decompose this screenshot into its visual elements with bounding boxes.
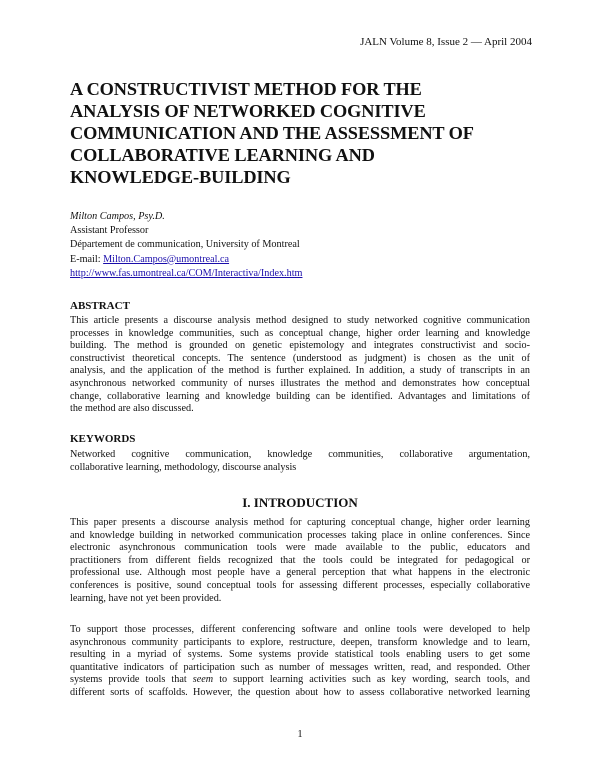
intro-line: conferences is positive, sound conceptual tools for assessing different processes, especially collaborative xyxy=(70,579,530,591)
author-block xyxy=(70,210,540,281)
title-line: ANALYSIS OF NETWORKED COGNITIVE xyxy=(70,101,426,121)
abstract-line: asynchronous networked community of nurses illustrates the method and demonstrates how conceptual xyxy=(70,377,530,389)
intro-line: different sorts of scaffolds. However, the question about how to assess collaborative networked learning xyxy=(70,686,530,698)
author-position: Assistant Professor xyxy=(70,225,149,237)
abstract-heading: ABSTRACT xyxy=(70,300,130,312)
intro-line: practitioners from different fields recognized that the tools could be integrated for pedagogical or xyxy=(70,554,530,566)
abstract-body xyxy=(70,315,530,416)
intro-line: quantitative indicators of participation such as number of messages written, read, and responded. Other xyxy=(70,661,530,673)
intro-line: professional use. Although most people have a general perception that what happens in the electronic xyxy=(70,567,530,579)
intro-paragraph-1 xyxy=(70,517,530,605)
keywords-heading: KEYWORDS xyxy=(70,433,136,445)
keywords-line: Networked cognitive communication, knowledge communities, collaborative argumentation, xyxy=(70,449,530,460)
abstract-line: constructivist theoretical concepts. The sentence (understood as judgment) is chosen as the unit of xyxy=(70,352,530,364)
intro-emphasis: seem xyxy=(192,674,214,686)
keywords-body xyxy=(70,449,530,474)
email-link[interactable]: Milton.Campos@umontreal.ca xyxy=(103,253,230,265)
title-line: COLLABORATIVE LEARNING AND xyxy=(70,145,375,165)
paper-title xyxy=(70,78,540,188)
author-email-line xyxy=(70,253,540,267)
intro-line: resulting in a myriad of systems. Some systems provide statistical tools enabling users to get some xyxy=(70,649,530,661)
intro-line: and knowledge building in networked communication processes taking place in online conferences. Since xyxy=(70,529,530,541)
intro-text: to support learning activities such as key wording, search tools, and xyxy=(213,674,530,686)
intro-line: This paper presents a discourse analysis method for capturing conceptual change, higher order learning xyxy=(70,517,530,528)
keywords-line: collaborative learning, methodology, discourse analysis xyxy=(70,461,297,473)
email-label: E-mail: xyxy=(70,253,104,265)
abstract-line: change, collaborative learning and knowledge building can be identified. Advantages and limitations of xyxy=(70,390,530,402)
abstract-line: the method are also discussed. xyxy=(70,403,194,415)
author-affiliation: Département de communication, University of Montreal xyxy=(70,239,300,251)
abstract-line: This article presents a discourse analysis method designed to study networked cognitive communication xyxy=(70,315,530,326)
title-line: KNOWLEDGE-BUILDING xyxy=(70,167,291,187)
intro-line: learning, have not yet been provided. xyxy=(70,592,222,604)
intro-line: asynchronous community participants to explore, restructure, deepen, transform knowledge and to learn, xyxy=(70,636,530,648)
intro-paragraph-2 xyxy=(70,624,530,700)
abstract-line: building. The method is grounded on genetic epistemology and integrates constructivist and socio- xyxy=(70,340,530,352)
intro-line: electronic asynchronous communication tools were made available to the public, educators and xyxy=(70,542,530,554)
intro-line: To support those processes, different conferencing software and online tools were developed to help xyxy=(70,624,530,635)
author-name: Milton Campos, Psy.D. xyxy=(70,211,165,222)
intro-text: systems provide tools that xyxy=(70,674,193,686)
title-line: COMMUNICATION AND THE ASSESSMENT OF xyxy=(70,123,474,143)
abstract-line: processes in knowledge communities, such as conceptual change, higher order learning and knowledge xyxy=(70,327,530,339)
running-header: JALN Volume 8, Issue 2 — April 2004 xyxy=(360,36,532,48)
abstract-line: analysis, and the application of the method is further explained. In addition, a study of transcripts in an xyxy=(70,365,530,377)
homepage-link[interactable]: http://www.fas.umontreal.ca/COM/Interactiva/Index.htm xyxy=(70,267,303,279)
intro-line xyxy=(70,674,530,687)
page-number: 1 xyxy=(297,729,303,740)
title-line: A CONSTRUCTIVIST METHOD FOR THE xyxy=(70,79,422,99)
introduction-heading: I. INTRODUCTION xyxy=(242,495,358,510)
